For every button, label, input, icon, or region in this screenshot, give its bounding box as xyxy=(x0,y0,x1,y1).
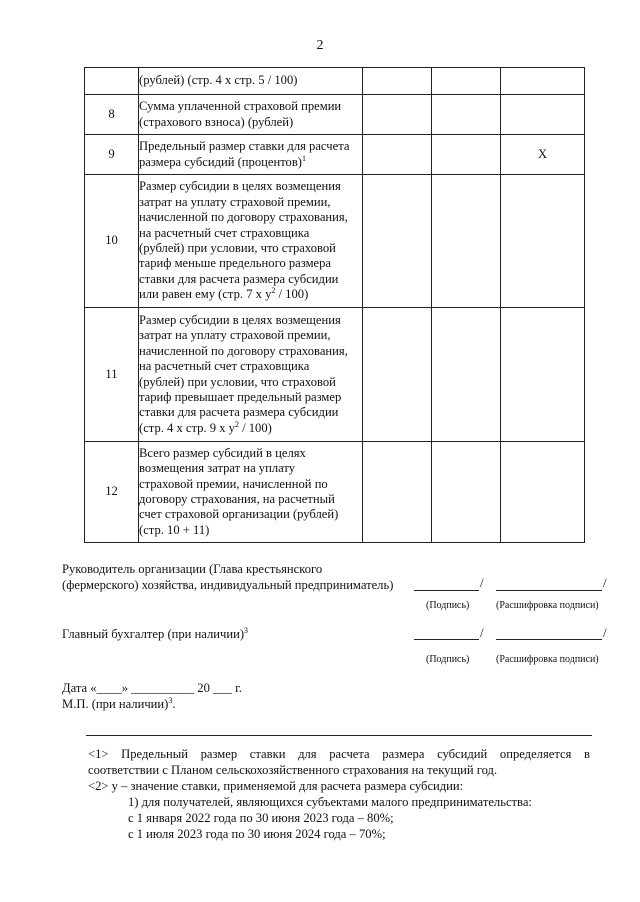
footnote-2-line1: <2> y – значение ставки, применяемой для расчета размера субсидии: xyxy=(88,779,464,793)
row-description: Сумма уплаченной страховой премии (страхового взноса) (рублей) xyxy=(139,95,363,135)
head-signature-line xyxy=(414,590,479,591)
table-row xyxy=(85,135,585,175)
value-cell xyxy=(501,442,585,543)
value-cell xyxy=(432,135,501,175)
row-description: Всего размер субсидий в целях возмещения затрат на уплату страховой премии, начисленной по договору страхования, на расчетный счет страховой организации (рублей) (стр. 10 + 11) xyxy=(139,442,363,543)
row-number: 12 xyxy=(85,442,139,543)
footnote-2-item3: с 1 июля 2023 года по 30 июня 2024 года – 70%; xyxy=(128,827,386,841)
slash: / xyxy=(603,625,607,640)
value-cell xyxy=(363,442,432,543)
row-number xyxy=(85,68,139,95)
value-cell xyxy=(363,68,432,95)
slash: / xyxy=(603,575,607,590)
slash: / xyxy=(480,575,484,590)
row-number: 9 xyxy=(85,135,139,175)
table-row xyxy=(85,442,585,543)
signature-caption: (Подпись) xyxy=(426,654,470,665)
row-description: Предельный размер ставки для расчета размера субсидий (процентов)$^1$ xyxy=(139,135,363,175)
value-cell xyxy=(501,95,585,135)
decode-caption: (Расшифровка подписи) xyxy=(496,600,599,611)
row-number: 10 xyxy=(85,175,139,308)
value-cell xyxy=(363,175,432,308)
row-number: 11 xyxy=(85,308,139,442)
subsidy-table xyxy=(84,67,585,543)
value-cell xyxy=(363,308,432,442)
signature-caption: (Подпись) xyxy=(426,600,470,611)
slash: / xyxy=(480,625,484,640)
value-cell xyxy=(501,175,585,308)
value-cell xyxy=(363,135,432,175)
head-title-line1: Руководитель организации (Глава крестьянского xyxy=(62,562,323,576)
footnote-2-item1: 1) для получателей, являющихся субъектами малого предпринимательства: xyxy=(128,795,532,809)
footnote-1-line1: <1> Предельный размер ставки для расчета размера субсидий определяется в xyxy=(88,747,590,761)
footnote-ref: 1 xyxy=(301,153,306,163)
head-name-line xyxy=(496,590,602,591)
date-line: Дата «____» __________ 20 ___ г. xyxy=(62,681,242,695)
footnote-divider xyxy=(86,735,592,736)
value-cell xyxy=(432,308,501,442)
table-row xyxy=(85,308,585,442)
head-title-line2: (фермерского) хозяйства, индивидуальный предприниматель) xyxy=(62,578,394,592)
page-number: 2 xyxy=(316,38,324,53)
footnote-2-item2: с 1 января 2022 года по 30 июня 2023 года – 80%; xyxy=(128,811,394,825)
value-cell xyxy=(432,175,501,308)
accountant-title: Главный бухгалтер (при наличии)$^3$ xyxy=(62,625,249,641)
value-cell-x: X xyxy=(501,135,585,175)
value-cell xyxy=(432,68,501,95)
accountant-signature-line xyxy=(414,639,479,640)
footnote-1-line2: соответствии с Планом сельскохозяйственного страхования на текущий год. xyxy=(88,763,498,777)
table-row xyxy=(85,95,585,135)
table-row xyxy=(85,68,585,95)
row-number: 8 xyxy=(85,95,139,135)
seal-line: М.П. (при наличии)$^3$. xyxy=(62,695,176,711)
row-description: (рублей) (стр. 4 x стр. 5 / 100) xyxy=(139,68,363,95)
decode-caption: (Расшифровка подписи) xyxy=(496,654,599,665)
value-cell xyxy=(432,442,501,543)
table-row xyxy=(85,175,585,308)
value-cell xyxy=(501,68,585,95)
row-description: Размер субсидии в целях возмещения затрат на уплату страховой премии, начисленной по договору страхования, на расчетный счет страховщика (рублей) при условии, что страховой тариф превышает предельный размер ставки для расчета размера субсидии (стр. 4 x стр. 9 x $y^2 / 100$) xyxy=(139,308,363,442)
value-cell xyxy=(363,95,432,135)
accountant-name-line xyxy=(496,639,602,640)
row-description: Размер субсидии в целях возмещения затрат на уплату страховой премии, начисленной по договору страхования, на расчетный счет страховщика (рублей) при условии, что страховой тариф меньше предельного размера ставки для расчета размера субсидии или равен ему (стр. 7 x $y^2 / 100$) xyxy=(139,175,363,308)
value-cell xyxy=(501,308,585,442)
value-cell xyxy=(432,95,501,135)
